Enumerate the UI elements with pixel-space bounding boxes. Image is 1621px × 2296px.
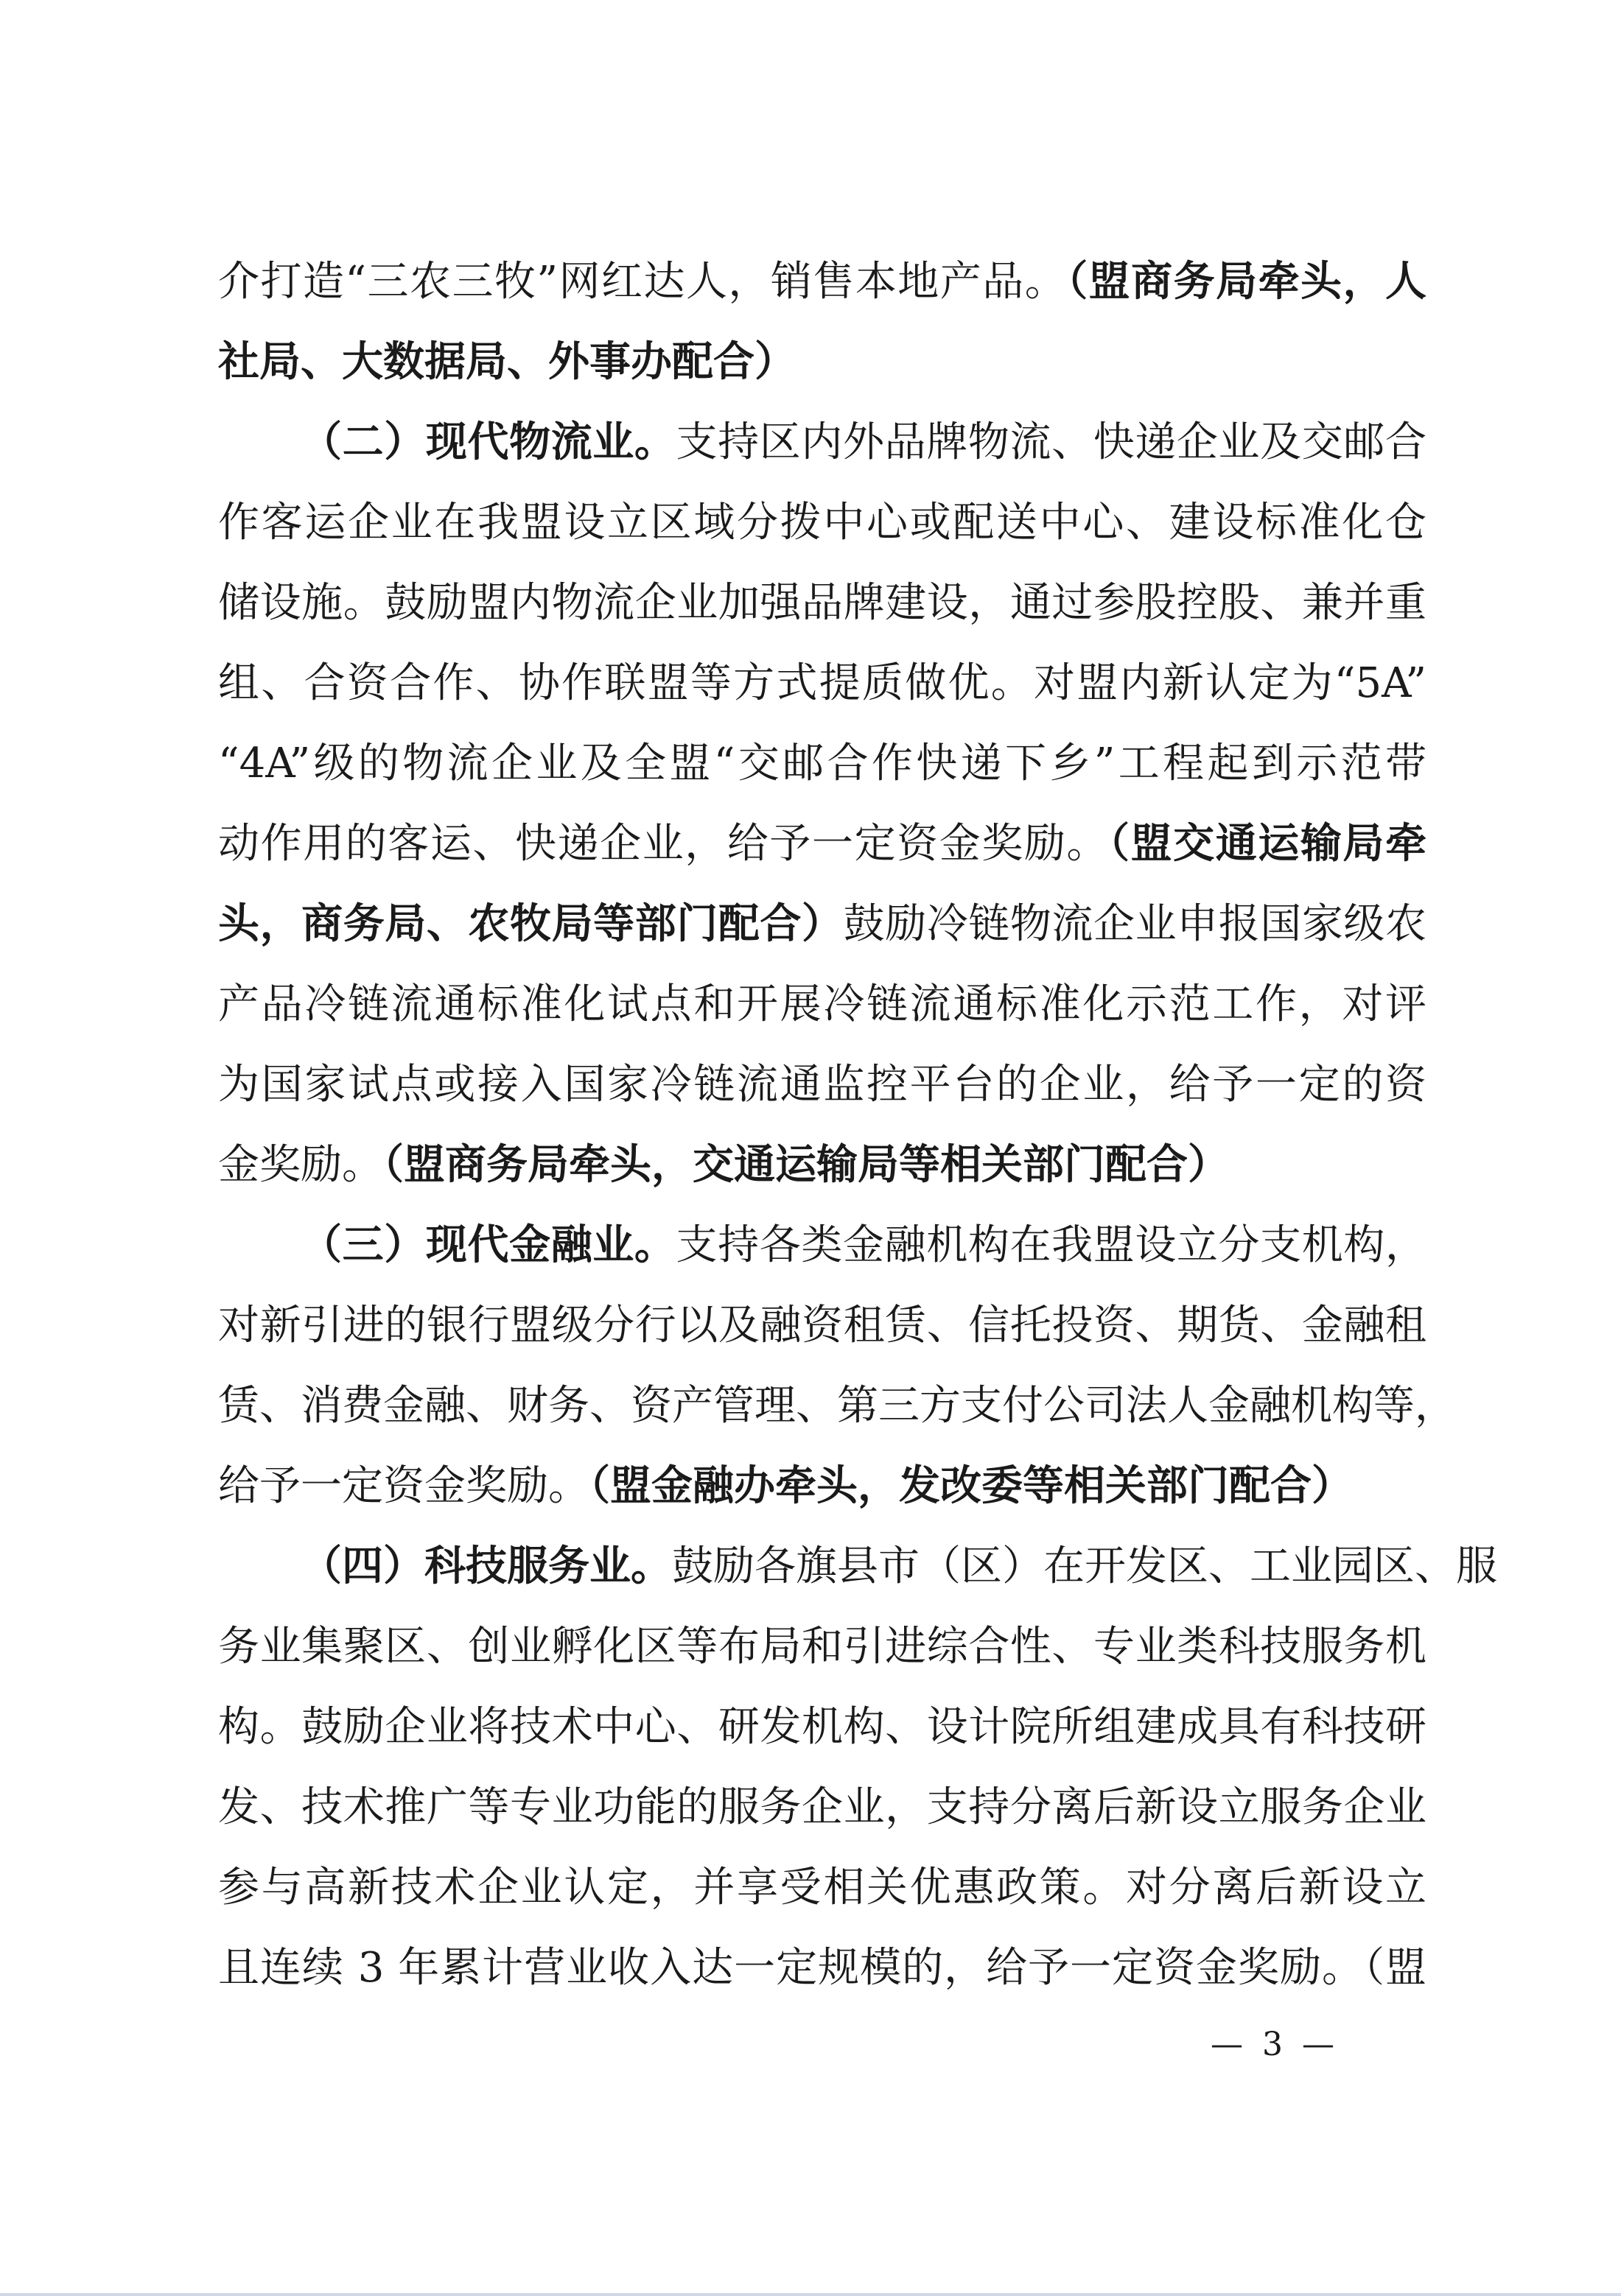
section-heading-line: [218, 402, 1426, 482]
text-run: 务业集聚区、创业孵化区等布局和引进综合性、专业类科技服务机: [218, 1623, 1426, 1671]
document-body: [218, 242, 1497, 2008]
text-run: 对新引进的银行盟级分行以及融资租赁、信托投资、期货、金融租: [218, 1302, 1426, 1349]
section-heading: （四）科技服务业。: [301, 1542, 672, 1590]
text-run: “4A”级的物流企业及全盟“交邮合作快递下乡”工程起到示范带: [218, 740, 1426, 787]
text-run: 金奖励。: [218, 1141, 383, 1189]
text-run: 支持各类金融机构在我盟设立分支机构，: [676, 1221, 1427, 1269]
scan-bottom-edge: [0, 2293, 1621, 2296]
responsible-dept-text: 社局、大数据局、外事办配合）: [218, 337, 796, 386]
text-line: [218, 563, 1426, 643]
section-heading: （二）现代物流业。: [301, 418, 676, 466]
section-heading-line: [218, 1526, 1497, 1607]
text-line: [218, 1285, 1426, 1366]
text-run: 发、技术推广等专业功能的服务企业，支持分离后新设立服务企业: [218, 1783, 1426, 1831]
text-run: 构。鼓励企业将技术中心、研发机构、设计院所组建成具有科技研: [218, 1703, 1426, 1751]
text-run: 组、合资合作、协作联盟等方式提质做优。对盟内新认定为“5A”: [218, 659, 1426, 707]
text-line: [218, 1687, 1426, 1767]
responsible-dept-text: （盟金融办牵头，发改委等相关部门配合）: [589, 1461, 1353, 1510]
text-line: [218, 1928, 1426, 2008]
responsible-dept-text: （盟商务局牵头，人: [1067, 257, 1426, 306]
text-line: [218, 482, 1426, 563]
page-number: — 3 —: [1211, 2026, 1339, 2063]
text-run: 介打造“三农三牧”网红达人，销售本地产品。: [218, 258, 1068, 306]
text-line: [218, 1767, 1426, 1847]
text-line: [218, 884, 1426, 964]
text-line: [218, 1847, 1426, 1928]
text-line: [218, 1607, 1426, 1687]
text-run: 参与高新技术企业认定，并享受相关优惠政策。对分离后新设立: [218, 1864, 1426, 1911]
text-line: [218, 723, 1426, 804]
text-line: [218, 643, 1426, 723]
text-run: 产品冷链流通标准化试点和开展冷链流通标准化示范工作，对评: [218, 980, 1426, 1028]
text-line: [218, 1366, 1456, 1446]
text-line: [218, 964, 1426, 1045]
text-run: 为国家试点或接入国家冷链流通监控平台的企业，给予一定的资: [218, 1061, 1426, 1109]
responsible-dept-text: 头，商务局、农牧局等部门配合）: [218, 899, 844, 948]
text-run: 储设施。鼓励盟内物流企业加强品牌建设，通过参股控股、兼并重: [218, 579, 1426, 627]
text-run: 支持区内外品牌物流、快递企业及交邮合: [676, 418, 1427, 466]
text-run: 给予一定资金奖励。: [218, 1462, 589, 1510]
responsible-dept-text: （盟交通运输局牵: [1109, 819, 1427, 868]
section-heading-line: [218, 1205, 1426, 1285]
text-run: 作客运企业在我盟设立区域分拨中心或配送中心、建设标准化仓: [218, 499, 1426, 547]
text-run: 且连续 3 年累计营业收入达一定规模的，给予一定资金奖励。（盟: [218, 1944, 1426, 1992]
text-run: 鼓励冷链物流企业申报国家级农: [843, 900, 1427, 948]
text-line: [218, 242, 1426, 322]
text-line: [218, 804, 1426, 884]
responsible-dept-text: （盟商务局牵头，交通运输局等相关部门配合）: [383, 1140, 1229, 1189]
text-run: 赁、消费金融、财务、资产管理、第三方支付公司法人金融机构等，: [218, 1382, 1456, 1430]
text-run: 鼓励各旗县市（区）在开发区、工业园区、服: [672, 1542, 1497, 1590]
text-run: 动作用的客运、快递企业，给予一定资金奖励。: [218, 820, 1109, 868]
text-line: [218, 1045, 1426, 1125]
text-line: [218, 1446, 1426, 1526]
text-line: [218, 1125, 1426, 1205]
text-line: [218, 322, 1426, 402]
section-heading: （三）现代金融业。: [301, 1221, 676, 1269]
